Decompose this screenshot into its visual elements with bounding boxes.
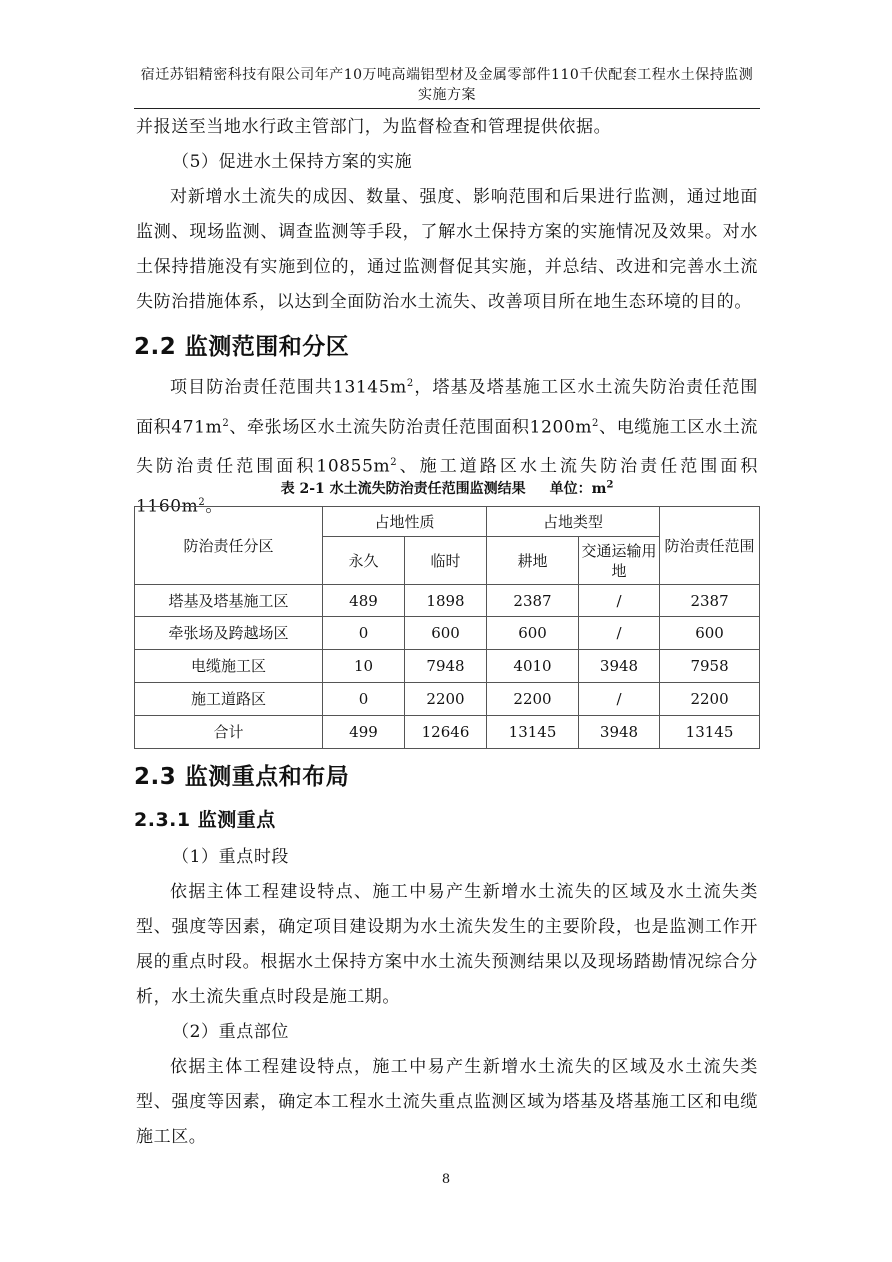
cell: 塔基及塔基施工区 <box>135 585 323 617</box>
table-title: 表 2-1 水土流失防治责任范围监测结果 <box>280 481 526 497</box>
cell: 600 <box>660 617 760 650</box>
cell: 13145 <box>660 716 760 749</box>
list-item-2: （2）重点部位 <box>172 1022 290 1042</box>
cell: 4010 <box>487 650 579 683</box>
table-caption <box>134 478 760 498</box>
paragraph-5: 对新增水土流失的成因、数量、强度、影响范围和后果进行监测，通过地面监测、现场监测、调查监测等手段，了解水土保持方案的实施情况及效果。对水土保持措施没有实施到位的，通过监测督促其实施，并总结、改进和完善水土流失防治措施体系，以达到全面防治水土流失、改善项目所在地生态环境的目的。 <box>136 187 758 312</box>
cell: 3948 <box>579 650 660 683</box>
header-zone: 防治责任分区 <box>135 507 323 585</box>
subheader-farmland: 耕地 <box>487 537 579 585</box>
cell: 3948 <box>579 716 660 749</box>
cell: 2200 <box>487 683 579 716</box>
section-heading-2-3: 2.3 监测重点和布局 <box>134 764 350 790</box>
paragraph-key-period: 依据主体工程建设特点、施工中易产生新增水土流失的区域及水土流失类型、强度等因素，确定项目建设期为水土流失发生的主要阶段，也是监测工作开展的重点时段。根据水土保持方案中水土流失预测结果以及现场踏勘情况综合分析，水土流失重点时段是施工期。 <box>136 882 758 1007</box>
list-item-5: （5）促进水土保持方案的实施 <box>172 152 413 172</box>
table-row-total <box>135 716 760 749</box>
header-responsibility-range: 防治责任范围 <box>660 507 760 585</box>
responsibility-range-table <box>134 506 760 749</box>
cell: 2200 <box>660 683 760 716</box>
cell: 13145 <box>487 716 579 749</box>
table-row <box>135 650 760 683</box>
cell: 499 <box>323 716 405 749</box>
cell: 电缆施工区 <box>135 650 323 683</box>
cell: 7948 <box>405 650 487 683</box>
table-row <box>135 683 760 716</box>
cell: / <box>579 617 660 650</box>
cell: / <box>579 585 660 617</box>
cell: 12646 <box>405 716 487 749</box>
subheader-traffic-land: 交通运输用地 <box>579 537 660 585</box>
cell: 牵张场及跨越场区 <box>135 617 323 650</box>
subheader-permanent: 永久 <box>323 537 405 585</box>
cell: 0 <box>323 617 405 650</box>
section-heading-2-2: 2.2 监测范围和分区 <box>134 334 350 360</box>
cell: 合计 <box>135 716 323 749</box>
running-header: 宿迁苏铝精密科技有限公司年产10万吨高端铝型材及金属零部件110千伏配套工程水土保持监测实施方案 <box>134 64 760 109</box>
paragraph-key-area: 依据主体工程建设特点，施工中易产生新增水土流失的区域及水土流失类型、强度等因素，确定本工程水土流失重点监测区域为塔基及塔基施工区和电缆施工区。 <box>136 1057 758 1147</box>
table-row <box>135 617 760 650</box>
subsection-heading-2-3-1: 2.3.1 监测重点 <box>134 809 276 831</box>
cell: 施工道路区 <box>135 683 323 716</box>
cell: 2200 <box>405 683 487 716</box>
table-row <box>135 585 760 617</box>
table-unit: 单位：$m^2$ <box>549 479 614 497</box>
cell: 7958 <box>660 650 760 683</box>
cell: 1898 <box>405 585 487 617</box>
header-land-type: 占地类型 <box>487 507 660 537</box>
subheader-temporary: 临时 <box>405 537 487 585</box>
cell: 600 <box>405 617 487 650</box>
cell: 2387 <box>660 585 760 617</box>
header-land-nature: 占地性质 <box>323 507 487 537</box>
paragraph-continuation: 并报送至当地水行政主管部门，为监督检查和管理提供依据。 <box>136 117 612 137</box>
cell: / <box>579 683 660 716</box>
cell: 10 <box>323 650 405 683</box>
cell: 2387 <box>487 585 579 617</box>
cell: 0 <box>323 683 405 716</box>
cell: 489 <box>323 585 405 617</box>
list-item-1: （1）重点时段 <box>172 847 290 867</box>
paragraph-2-2: 项目防治责任范围共$13145m^2$，塔基及塔基施工区水土流失防治责任范围面积$471m^2$、牵张场区水土流失防治责任范围面积$1200m^2$、电缆施工区水土流失防治责任范围面积$10855m^2$、施工道路区水土流失防治责任范围面积$1160m^2$。 <box>136 377 759 517</box>
page-number: 8 <box>441 1172 451 1187</box>
cell: 600 <box>487 617 579 650</box>
